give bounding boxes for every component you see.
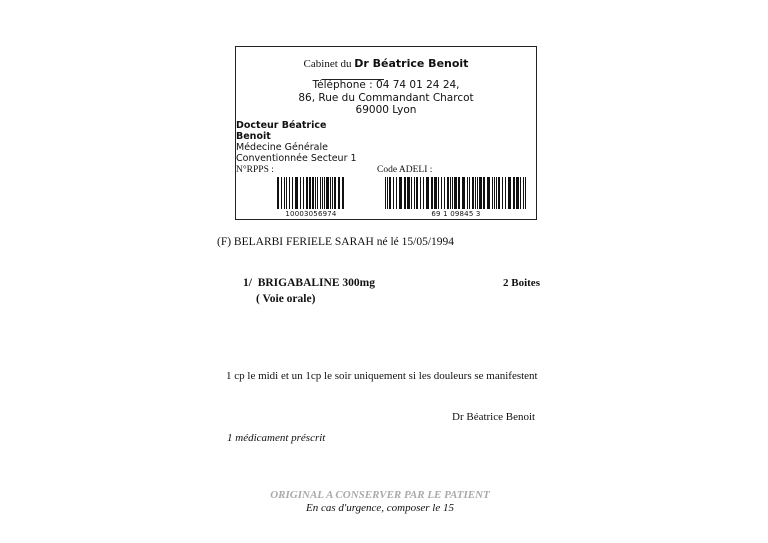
barcode-bar: [434, 177, 437, 209]
doctor-name: Dr Béatrice Benoit: [354, 57, 469, 70]
barcode-bar: [317, 177, 318, 209]
rpps-barcode: [276, 177, 346, 217]
barcode-bar: [477, 177, 478, 209]
barcode-bar: [411, 177, 412, 209]
barcode-bar: [389, 177, 391, 209]
barcode-bar: [277, 177, 279, 209]
doctor-line: Conventionnée Secteur 1: [236, 153, 357, 164]
cabinet-line: [236, 57, 536, 70]
barcode-bar: [487, 177, 490, 209]
doctor-line: Médecine Générale: [236, 142, 328, 153]
patient-line: (F) BELARBI FERIELE SARAH né lé 15/05/1994: [217, 236, 455, 248]
barcode-bar: [513, 177, 515, 209]
barcode-bar: [326, 177, 329, 209]
barcode-bar: [330, 177, 331, 209]
barcode-bar: [444, 177, 445, 209]
rpps-barcode-bars: [276, 177, 346, 209]
barcode-bar: [458, 177, 460, 209]
barcode-bar: [414, 177, 415, 209]
medication-route: ( Voie orale): [256, 293, 316, 305]
barcode-bar: [396, 177, 397, 209]
barcode-bar: [295, 177, 298, 209]
doctor-line: Docteur Béatrice: [236, 120, 327, 131]
barcode-bar: [472, 177, 474, 209]
barcode-bar: [447, 177, 449, 209]
medication-count: 1 médicament préscrit: [227, 432, 326, 444]
barcode-bar: [292, 177, 293, 209]
barcode-bar: [516, 177, 519, 209]
barcode-bar: [338, 177, 340, 209]
barcode-bar: [342, 177, 344, 209]
barcode-bar: [508, 177, 511, 209]
rpps-number: 10003056974: [285, 210, 337, 218]
barcode-bar: [309, 177, 311, 209]
barcode-bar: [505, 177, 506, 209]
emergency-notice: En cas d'urgence, composer le 15: [306, 502, 454, 514]
telephone-line: [236, 79, 536, 91]
barcode-bar: [399, 177, 402, 209]
doctor-info: [236, 120, 357, 164]
barcode-bar: [306, 177, 308, 209]
barcode-bar: [454, 177, 457, 209]
barcode-bar: [441, 177, 442, 209]
barcode-bar: [523, 177, 524, 209]
barcode-bar: [281, 177, 282, 209]
barcode-bar: [404, 177, 406, 209]
barcode-bar: [426, 177, 429, 209]
barcode-bar: [324, 177, 325, 209]
item-number: 1/: [243, 277, 252, 289]
adeli-barcode-bars: [384, 177, 528, 209]
barcode-bar: [286, 177, 287, 209]
barcode-bar: [320, 177, 321, 209]
city: 69000 Lyon: [355, 104, 417, 116]
rpps-label: N°RPPS :: [236, 165, 274, 175]
barcode-bar: [496, 177, 497, 209]
prescriber-header-box: [235, 46, 537, 220]
address: 86, Rue du Commandant Charcot: [298, 92, 474, 104]
adeli-barcode: [384, 177, 528, 217]
barcode-bar: [467, 177, 468, 209]
barcode-bar: [492, 177, 493, 209]
medication-line: [243, 277, 375, 289]
barcode-bar: [438, 177, 439, 209]
barcode-bar: [469, 177, 470, 209]
barcode-bar: [334, 177, 336, 209]
barcode-bar: [462, 177, 465, 209]
barcode-bar: [431, 177, 433, 209]
barcode-bar: [303, 177, 304, 209]
barcode-bar: [502, 177, 503, 209]
medication-quantity: 2 Boites: [503, 277, 540, 289]
barcode-bar: [498, 177, 500, 209]
barcode-bar: [479, 177, 482, 209]
barcode-bar: [284, 177, 285, 209]
barcode-bar: [289, 177, 290, 209]
barcode-bar: [475, 177, 476, 209]
adeli-label: Code ADELI :: [377, 165, 433, 175]
barcode-bar: [407, 177, 410, 209]
doctor-line: Benoit: [236, 131, 271, 142]
adeli-number: 69 1 09845 3: [431, 210, 481, 218]
barcode-bar: [416, 177, 418, 209]
barcode-bar: [494, 177, 495, 209]
barcode-bar: [423, 177, 424, 209]
original-notice: ORIGINAL A CONSERVER PAR LE PATIENT: [270, 489, 490, 501]
barcode-bar: [312, 177, 314, 209]
telephone: Téléphone : 04 74 01 24 24,: [312, 79, 460, 91]
barcode-bar: [483, 177, 485, 209]
barcode-bar: [332, 177, 333, 209]
barcode-bar: [387, 177, 388, 209]
barcode-bar: [420, 177, 421, 209]
barcode-bar: [452, 177, 453, 209]
barcode-bar: [393, 177, 394, 209]
barcode-bar: [300, 177, 301, 209]
barcode-bar: [385, 177, 386, 209]
posology: 1 cp le midi et un 1cp le soir uniquement si les douleurs se manifestent: [226, 370, 538, 382]
cabinet-prefix: Cabinet du: [303, 58, 352, 70]
telephone-underline: [322, 79, 384, 80]
barcode-bar: [520, 177, 521, 209]
signature: Dr Béatrice Benoit: [452, 411, 536, 423]
barcode-bar: [322, 177, 323, 209]
medication-name: BRIGABALINE 300mg: [257, 277, 375, 289]
barcode-bar: [315, 177, 316, 209]
barcode-bar: [450, 177, 451, 209]
barcode-bar: [525, 177, 526, 209]
